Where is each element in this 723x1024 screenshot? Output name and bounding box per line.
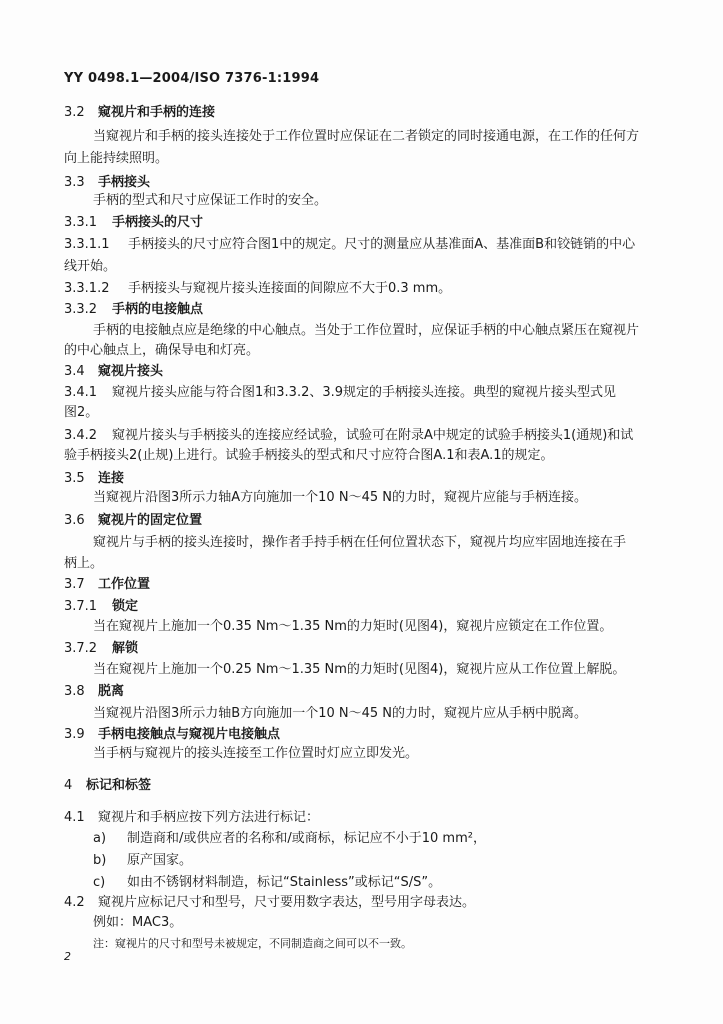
section-3-4: 3.4 窥视片接头: [64, 364, 164, 379]
clause-3-3-1-2: 3.3.1.2 手柄接头与窥视片接头连接面的间隙应不大于0.3 mm。: [64, 281, 452, 296]
section-3-3-1: 3.3.1 手柄接头的尺寸: [64, 215, 204, 230]
paragraph-line: 当窥视片沿图3所示力轴B方向施加一个10 N～45 N的力时，窥视片应从手柄中脱离。: [93, 706, 587, 721]
section-3-5: 3.5 连接: [64, 471, 125, 486]
section-3-6: 3.6 窥视片的固定位置: [64, 513, 203, 528]
section-3-7: 3.7 工作位置: [64, 577, 151, 592]
clause-3-3-1-1: 3.3.1.1 手柄接头的尺寸应符合图1中的规定。尺寸的测量应从基准面A、基准面B和铰链销的中心: [64, 237, 636, 252]
section-4: 4 标记和标签: [64, 778, 152, 793]
section-3-7-2: 3.7.2 解锁: [64, 641, 139, 656]
list-item-c: c) 如由不锈钢材料制造，标记“Stainless”或标记“S/S”。: [93, 875, 442, 890]
clause-3-4-1: 3.4.1 窥视片接头应能与符合图1和3.3.2、3.9规定的手柄接头连接。典型的窥视片接头型式见: [64, 385, 617, 400]
paragraph-line: 窥视片与手柄的接头连接时，操作者手持手柄在任何位置状态下，窥视片均应牢固地连接在手: [93, 535, 627, 550]
paragraph-line: 例如：MAC3。: [93, 915, 183, 930]
page-number: 2: [64, 950, 71, 963]
paragraph-line: 验手柄接头2(止规)上进行。试验手柄接头的型式和尺寸应符合图A.1和表A.1的规定。: [64, 448, 554, 463]
standard-header: YY 0498.1—2004/ISO 7376-1:1994: [64, 71, 320, 86]
list-item-b: b) 原产国家。: [93, 853, 193, 868]
section-3-3-2: 3.3.2 手柄的电接触点: [64, 302, 204, 317]
clause-4-1: 4.1 窥视片和手柄应按下列方法进行标记：: [64, 810, 320, 825]
paragraph-line: 当在窥视片上施加一个0.25 Nm～1.35 Nm的力矩时(见图4)，窥视片应从工作位置上解脱。: [93, 662, 626, 677]
paragraph-line: 的中心触点上，确保导电和灯亮。: [64, 343, 260, 358]
section-3-3: 3.3 手柄接头: [64, 175, 151, 190]
paragraph-line: 当窥视片沿图3所示力轴A方向施加一个10 N～45 N的力时，窥视片应能与手柄连接。: [93, 490, 587, 505]
paragraph-line: 向上能持续照明。: [64, 151, 169, 166]
section-3-9: 3.9 手柄电接触点与窥视片电接触点: [64, 727, 281, 742]
section-3-2: 3.2 窥视片和手柄的连接: [64, 105, 216, 120]
paragraph-line: 手柄的型式和尺寸应保证工作时的安全。: [93, 193, 328, 208]
paragraph-line: 柄上。: [64, 556, 104, 571]
note-text: 注：窥视片的尺寸和型号未被规定，不同制造商之间可以不一致。: [93, 937, 412, 950]
paragraph-line: 当手柄与窥视片的接头连接至工作位置时灯应立即发光。: [93, 746, 419, 761]
paragraph-line: 手柄的电接触点应是绝缘的中心触点。当处于工作位置时，应保证手柄的中心触点紧压在窥视片: [93, 323, 640, 338]
clause-3-4-2: 3.4.2 窥视片接头与手柄接头的连接应经试验，试验可在附录A中规定的试验手柄接头1(通规)和试: [64, 428, 634, 443]
section-3-8: 3.8 脱离: [64, 684, 125, 699]
paragraph-line: 图2。: [64, 405, 99, 420]
paragraph-line: 当在窥视片上施加一个0.35 Nm～1.35 Nm的力矩时(见图4)，窥视片应锁定在工作位置。: [93, 619, 613, 634]
section-3-7-1: 3.7.1 锁定: [64, 599, 139, 614]
list-item-a: a) 制造商和/或供应者的名称和/或商标，标记应不小于10 mm²，: [93, 831, 486, 846]
paragraph-line: 当窥视片和手柄的接头连接处于工作位置时应保证在二者锁定的同时接通电源，在工作的任何方: [93, 129, 640, 144]
paragraph-line: 线开始。: [64, 259, 117, 274]
clause-4-2: 4.2 窥视片应标记尺寸和型号，尺寸要用数字表达，型号用字母表达。: [64, 895, 476, 910]
